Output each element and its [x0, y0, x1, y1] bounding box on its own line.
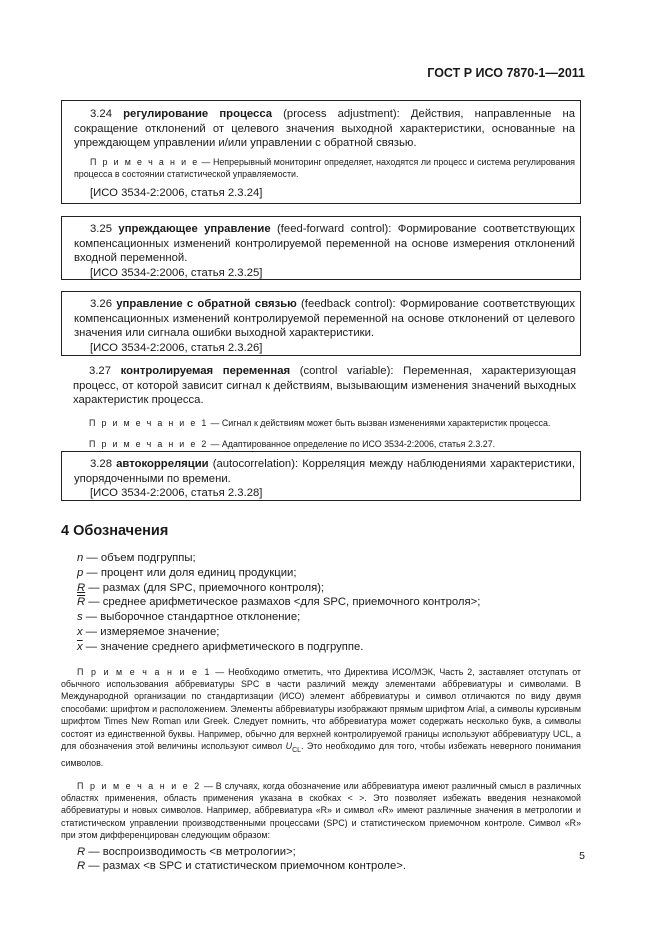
symbol-line: $\overline{R}$ — среднее арифметическое размахов <для SPC, приемочного контроля>;	[77, 596, 481, 609]
definition-text: 3.24 регулирование процесса (process adjustment): Действия, направленные на сокращение отклонений от целевого значения выходной характеристики, основанные на упреждающем управлении и/или управлении с обратной связью.	[74, 108, 576, 150]
term: регулирование процесса	[123, 108, 273, 120]
definition-box-3-24	[61, 100, 581, 204]
symbol-line: x — измеряемое значение;	[77, 625, 220, 638]
definition-3-27	[61, 364, 581, 451]
definition-box-3-26	[61, 291, 581, 356]
page-number: 5	[579, 850, 585, 862]
note-1: П р и м е ч а н и е 1 — Сигнал к действиям может быть вызван изменениями характеристик процесса.	[89, 417, 551, 428]
definition-text: 3.28 автокорреляции (autocorrelation): Корреляция между наблюдениями характеристики, упорядоченными по времени.	[74, 458, 576, 485]
note-1: П р и м е ч а н и е 1 — Необходимо отметить, что Директива ИСО/МЭК, Часть 2, заставляет отступать от обычного использования аббревиатуры SPC в части различий между элементами аббревиатуры и символами. В Международной организации по стандартизации (ИСО) элемент аббревиатуры и символ отличаются по виду двумя способами: шрифтом и расположением. Элементы аббревиатуры изображают прямым шрифтом Arial, а символы курсивным шрифтом Times New Roman или Greek. Следует помнить, что аббревиатура может содержать несколько букв, а символы состоят из единственной буквы. Например, обычно для верхней контролируемой границы используют аббревиатуру UCL, а для обозначения этой величины используют символ $U_{CL}$. Это необходимо для того, чтобы избежать неверного понимания символов.	[61, 666, 581, 769]
reference: [ИСО 3534-2:2006, статья 2.3.28]	[90, 487, 263, 500]
symbol-line: R — размах (для SPC, приемочного контроля);	[77, 581, 325, 594]
reference: [ИСО 3534-2:2006, статья 2.3.25]	[90, 266, 263, 279]
reference: [ИСО 3534-2:2006, статья 2.3.24]	[90, 186, 263, 199]
section-heading: 4 Обозначения	[61, 523, 169, 539]
term: управление с обратной связью	[116, 298, 297, 310]
r-line: R — размах <в SPC и статистическом приемочном контроле>.	[77, 860, 406, 873]
term: контролируемая переменная	[120, 365, 291, 377]
symbols-section	[61, 551, 581, 874]
definition-text: 3.27 контролируемая переменная (control variable): Переменная, характеризующая процесс, от которой зависит сигнал к действиям, вызывающим изменения значений выходных характеристик процесса.	[73, 365, 576, 407]
r-line: R — воспроизводимость <в метрологии>;	[77, 845, 296, 858]
note: П р и м е ч а н и е — Непрерывный мониторинг определяет, находятся ли процесс и система регулирования процесса в состоянии статистической управляемости.	[74, 156, 575, 180]
symbol-line: $\overline{x}$ — значение среднего арифметического в подгруппе.	[77, 640, 364, 653]
note-2: П р и м е ч а н и е 2 — В случаях, когда обозначение или аббревиатура имеют различный смысл в различных областях применения, область применения указана в скобках < >. Это позволяет избежать введения незнакомой аббревиатуры и новых символов. Например, аббревиатура «R» и символ «R» имеют различные значения в метрологии и статистическом управлении производственными процессами (SPC) и статистическом приемочном контроле. Символ «R» при этом дифференцирован следующим образом:	[61, 780, 582, 841]
note-2: П р и м е ч а н и е 2 — Адаптированное определение по ИСО 3534-2:2006, статья 2.3.27.	[89, 439, 496, 450]
symbol-line: p — процент или доля единиц продукции;	[77, 566, 297, 579]
symbol-line: s — выборочное стандартное отклонение;	[77, 611, 301, 624]
definition-text: 3.26 управление с обратной связью (feedback control): Формирование соответствующих компенсационных изменений контролируемой переменной на основе отклонений от целевого значения или сигнала ошибки выходной характеристики.	[74, 298, 575, 340]
reference: [ИСО 3534-2:2006, статья 2.3.26]	[90, 341, 263, 354]
definition-box-3-25	[61, 216, 581, 280]
definition-box-3-28	[61, 451, 581, 501]
definition-text: 3.25 упреждающее управление (feed-forward control): Формирование соответствующих компенсационных изменений контролируемой переменной на основе измерения отклонений входной переменной.	[74, 223, 576, 265]
term: упреждающее управление	[118, 223, 271, 235]
symbol-line: n — объем подгруппы;	[77, 552, 196, 564]
document-header: ГОСТ Р ИСО 7870-1—2011	[427, 66, 585, 80]
term: автокорреляции	[116, 458, 209, 470]
